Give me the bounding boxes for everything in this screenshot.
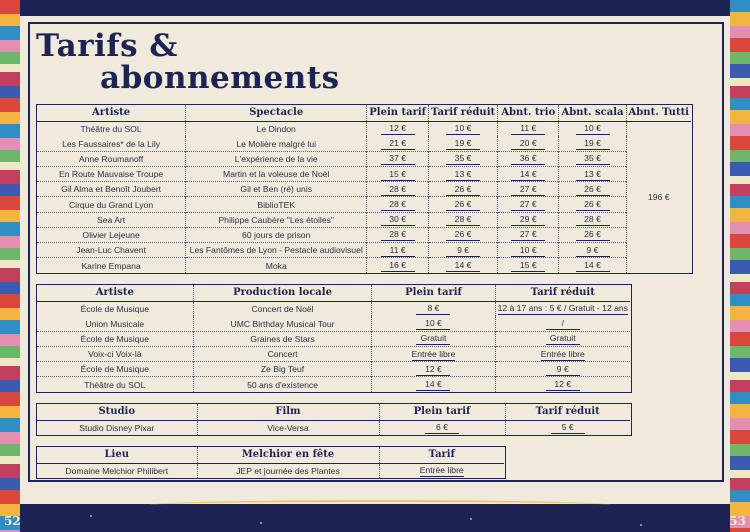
plein-tarif-cell-value: 14 € [416, 378, 450, 391]
tarif-cell [379, 463, 504, 478]
tarif-reduit-cell [428, 197, 497, 212]
table-row [37, 243, 691, 258]
tarif-reduit-cell-value: 13 € [446, 168, 480, 181]
abnt-trio-cell [498, 243, 559, 258]
spectacles-header-row [37, 105, 691, 121]
decorative-star [470, 518, 472, 520]
plein-tarif-cell [372, 331, 495, 346]
title-line-1: Tarifs & [36, 28, 178, 64]
artiste-cell: École de Musique [37, 331, 193, 346]
abnt-trio-cell [498, 182, 559, 197]
header-plein-tarif: Plein tarif [372, 285, 495, 301]
fete-table [37, 447, 504, 478]
table-row [37, 182, 691, 197]
artiste-cell: Olivier Lejeune [37, 227, 186, 242]
header-abnt-trio: Abnt. trio [498, 105, 559, 121]
plein-tarif-cell-value: 15 € [381, 168, 415, 181]
table-row [37, 167, 691, 182]
tarif-reduit-cell-value: 19 € [446, 137, 480, 150]
header-studio: Studio [37, 404, 197, 420]
artiste-cell: Les Faussaires* de la Lily [62, 138, 161, 149]
plein-tarif-cell [367, 243, 429, 258]
spectacle-cell: Philippe Caubère "Les étoiles" [186, 212, 367, 227]
locale-header-row [37, 285, 630, 301]
film-header-row [37, 404, 630, 420]
plein-tarif-cell-value: 6 € [425, 421, 459, 434]
tarif-reduit-cell [428, 167, 497, 182]
header-abnt-tutti: Abnt. Tutti [626, 105, 691, 121]
plein-tarif-cell [372, 301, 495, 316]
abnt-scala-cell-value: 35 € [576, 152, 610, 165]
header-lieu: Lieu [37, 447, 197, 463]
tarif-reduit-cell [505, 420, 630, 435]
abnt-scala-cell [559, 136, 626, 151]
tarif-reduit-cell-value: 28 € [446, 213, 480, 226]
spectacle-cell: L'expérience de la vie [186, 151, 367, 166]
tarif-reduit-cell-value: 12 à 17 ans : 5 € / Gratuit - 12 ans [497, 303, 628, 314]
plein-tarif-cell [367, 167, 429, 182]
table-row [37, 316, 630, 331]
tarif-reduit-cell-value: 26 € [446, 183, 480, 196]
abnt-scala-cell-value: 26 € [576, 198, 610, 211]
plein-tarif-cell-value: 8 € [416, 302, 450, 315]
artiste-cell: Sea Art [37, 212, 186, 227]
abnt-tutti-cell: 196 € [626, 121, 691, 273]
header-plein-tarif: Plein tarif [379, 404, 505, 420]
tarif-reduit-cell [428, 243, 497, 258]
spectacle-cell: Martin et la voleuse de Noël [186, 167, 367, 182]
decorative-star [90, 515, 92, 517]
plein-tarif-cell [372, 347, 495, 362]
artiste-cell: Voix-ci Voix-là [37, 347, 193, 362]
plein-tarif-cell-value: 12 € [416, 363, 450, 376]
abnt-scala-cell-value: 19 € [576, 137, 610, 150]
plein-tarif-cell [372, 362, 495, 377]
abnt-scala-cell [559, 151, 626, 166]
studio-cell: Studio Disney Pixar [37, 420, 197, 435]
decorative-light-streak [150, 500, 610, 510]
locale-body [37, 301, 630, 392]
artiste-cell: Gil Alma et Benoît Joubert [37, 182, 186, 197]
tarif-reduit-cell [495, 347, 630, 362]
header-tarif-reduit: Tarif réduit [428, 105, 497, 121]
page-number-left: 52 [4, 514, 21, 528]
abnt-trio-cell [498, 258, 559, 273]
header-abnt-scala: Abnt. scala [559, 105, 626, 121]
plein-tarif-cell-value: 30 € [381, 213, 415, 226]
artiste-cell: En Route Mauvaise Troupe [37, 167, 186, 182]
tarif-reduit-cell [428, 121, 497, 136]
tarif-reduit-cell-value: 9 € [446, 244, 480, 257]
tarif-reduit-cell [495, 377, 630, 392]
abnt-scala-cell [559, 167, 626, 182]
spectacles-body [37, 121, 691, 273]
header-melchior-en-fete: Melchior en fête [197, 447, 379, 463]
abnt-trio-cell [498, 136, 559, 151]
spectacle-cell: Le Dindon [186, 121, 367, 136]
abnt-trio-cell-value: 11 € [511, 122, 545, 135]
abnt-trio-cell-value: 14 € [511, 168, 545, 181]
plein-tarif-cell-value: 11 € [381, 244, 415, 257]
melchior-en-fete-cell: JEP et journée des Plantes [197, 463, 379, 478]
tarif-reduit-cell [495, 331, 630, 346]
abnt-scala-cell [559, 182, 626, 197]
tarif-reduit-cell [495, 316, 630, 331]
artiste-cell: Théâtre du SOL [37, 377, 193, 392]
abnt-scala-cell-value: 28 € [576, 213, 610, 226]
fete-header-row [37, 447, 504, 463]
header-production-locale: Production locale [193, 285, 372, 301]
abnt-trio-cell [498, 121, 559, 136]
artiste-cell: Jean-Luc Chavent [37, 243, 186, 258]
table-row [37, 301, 630, 316]
table-row [37, 258, 691, 273]
decorative-star [260, 522, 262, 524]
tarif-reduit-cell-value: 26 € [446, 228, 480, 241]
plein-tarif-cell [367, 227, 429, 242]
plein-tarif-cell-value: 12 € [381, 122, 415, 135]
plein-tarif-cell-value: 21 € [381, 137, 415, 150]
table-row [37, 121, 691, 136]
table-row [37, 347, 630, 362]
production-locale-cell: 50 ans d'existence [193, 377, 372, 392]
table-row [37, 151, 691, 166]
plein-tarif-cell [367, 182, 429, 197]
header-tarif-reduit: Tarif réduit [495, 285, 630, 301]
abnt-trio-cell-value: 15 € [511, 259, 545, 272]
tarif-reduit-cell-value: / [546, 317, 580, 330]
artiste-cell: École de Musique [37, 362, 193, 377]
production-locale-cell: Concert de Noël [193, 301, 372, 316]
tarif-reduit-cell [428, 182, 497, 197]
header-plein-tarif: Plein tarif [367, 105, 429, 121]
artiste-cell: Anne Roumanoff [37, 151, 186, 166]
plein-tarif-cell [367, 121, 429, 136]
plein-tarif-cell [372, 377, 495, 392]
tarif-reduit-cell-value: 35 € [446, 152, 480, 165]
table-row [37, 212, 691, 227]
title-line-2: abonnements [100, 60, 340, 96]
production-locale-cell: Graines de Stars [193, 331, 372, 346]
tarif-reduit-cell-value: 14 € [446, 259, 480, 272]
abnt-trio-cell-value: 27 € [511, 228, 545, 241]
abnt-trio-cell-value: 20 € [511, 137, 545, 150]
abnt-scala-cell-value: 14 € [576, 259, 610, 272]
abnt-trio-cell-value: 29 € [511, 213, 545, 226]
abnt-trio-cell [498, 197, 559, 212]
table-row [37, 362, 630, 377]
film-table-block [36, 403, 632, 436]
locale-table [37, 285, 630, 392]
abnt-trio-cell [498, 167, 559, 182]
film-body [37, 420, 630, 435]
plein-tarif-cell-value: 16 € [381, 259, 415, 272]
plein-tarif-cell [367, 212, 429, 227]
tarif-reduit-cell [428, 151, 497, 166]
plein-tarif-cell-value: 28 € [381, 183, 415, 196]
tarif-reduit-cell-value: 5 € [551, 421, 585, 434]
header-artiste: Artiste [37, 105, 186, 121]
tarif-reduit-cell-value: 26 € [446, 198, 480, 211]
abnt-scala-cell-value: 26 € [576, 183, 610, 196]
header-spectacle: Spectacle [186, 105, 367, 121]
spectacle-cell: Le Molière malgré lui [186, 136, 367, 151]
plein-tarif-cell [379, 420, 505, 435]
film-cell: Vice-Versa [197, 420, 379, 435]
abnt-trio-cell-value: 27 € [511, 183, 545, 196]
header-tarif: Tarif [379, 447, 504, 463]
plein-tarif-cell-value: 37 € [381, 152, 415, 165]
spectacle-cell: 60 jours de prison [186, 227, 367, 242]
tarif-reduit-cell [428, 212, 497, 227]
abnt-scala-cell-value: 9 € [576, 244, 610, 257]
tarif-reduit-cell-value: 10 € [446, 122, 480, 135]
plein-tarif-cell [372, 316, 495, 331]
abnt-scala-cell-value: 13 € [576, 168, 610, 181]
header-tarif-reduit: Tarif réduit [505, 404, 630, 420]
plein-tarif-cell [367, 151, 429, 166]
decorative-stripes-left [0, 0, 20, 532]
plein-tarif-cell-value: 10 € [416, 317, 450, 330]
tarif-cell-value: Entrée libre [419, 465, 464, 476]
spectacle-cell: Les Fantômes de Lyon - Pestacle audiovisuel [186, 243, 367, 258]
abnt-trio-cell-value: 10 € [511, 244, 545, 257]
spectacle-cell: Moka [186, 258, 367, 273]
fete-body [37, 463, 504, 478]
abnt-scala-cell [559, 227, 626, 242]
page-number-right: 53 [729, 514, 746, 528]
plein-tarif-cell-value: Gratuit [416, 332, 450, 345]
plein-tarif-cell [367, 258, 429, 273]
plein-tarif-cell-value: 28 € [381, 228, 415, 241]
fete-table-block [36, 446, 506, 479]
table-row [37, 377, 630, 392]
spectacle-cell: BiblioTEK [186, 197, 367, 212]
tarif-reduit-cell-value: Entrée libre [540, 348, 585, 359]
table-row [37, 227, 691, 242]
abnt-scala-cell [559, 197, 626, 212]
film-table [37, 404, 630, 435]
locale-table-block [36, 284, 632, 393]
tarif-reduit-cell-value: Gratuit [546, 332, 580, 345]
table-row [37, 136, 691, 151]
tarif-reduit-cell [495, 362, 630, 377]
tarif-reduit-cell [495, 301, 630, 316]
abnt-scala-cell-value: 26 € [576, 228, 610, 241]
lieu-cell: Domaine Melchior Philibert [37, 463, 197, 478]
tarif-reduit-cell-value: 9 € [546, 363, 580, 376]
spectacles-table-block [36, 104, 693, 274]
production-locale-cell: UMC Birthday Musical Tour [193, 316, 372, 331]
tarif-reduit-cell [428, 258, 497, 273]
artiste-cell: École de Musique [37, 301, 193, 316]
abnt-scala-cell [559, 121, 626, 136]
plein-tarif-cell [367, 197, 429, 212]
decorative-stripes-right [730, 0, 750, 532]
plein-tarif-cell [367, 136, 429, 151]
abnt-trio-cell-value: 36 € [511, 152, 545, 165]
abnt-scala-cell [559, 212, 626, 227]
plein-tarif-cell-value: 28 € [381, 198, 415, 211]
artiste-cell: Karine Empana [37, 258, 186, 273]
header-film: Film [197, 404, 379, 420]
artiste-cell: Union Musicale [85, 318, 145, 329]
abnt-scala-cell [559, 243, 626, 258]
decorative-star [640, 524, 642, 526]
spectacle-cell: Gil et Ben (ré) unis [186, 182, 367, 197]
production-locale-cell: Concert [193, 347, 372, 362]
abnt-trio-cell [498, 212, 559, 227]
page-title [36, 30, 340, 94]
abnt-trio-cell [498, 227, 559, 242]
tarif-reduit-cell-value: 12 € [546, 378, 580, 391]
abnt-scala-cell [559, 258, 626, 273]
tarif-reduit-cell [428, 227, 497, 242]
abnt-trio-cell-value: 27 € [511, 198, 545, 211]
production-locale-cell: Ze Big Teuf [193, 362, 372, 377]
plein-tarif-cell-value: Entrée libre [411, 348, 456, 359]
header-artiste: Artiste [37, 285, 193, 301]
artiste-cell: Théâtre du SOL [37, 121, 186, 136]
abnt-trio-cell [498, 151, 559, 166]
tarif-reduit-cell [428, 136, 497, 151]
table-row [37, 420, 630, 435]
table-row [37, 331, 630, 346]
abnt-scala-cell-value: 10 € [576, 122, 610, 135]
artiste-cell: Cirque du Grand Lyon [37, 197, 186, 212]
table-row [37, 463, 504, 478]
spectacles-table [37, 105, 691, 273]
table-row [37, 197, 691, 212]
